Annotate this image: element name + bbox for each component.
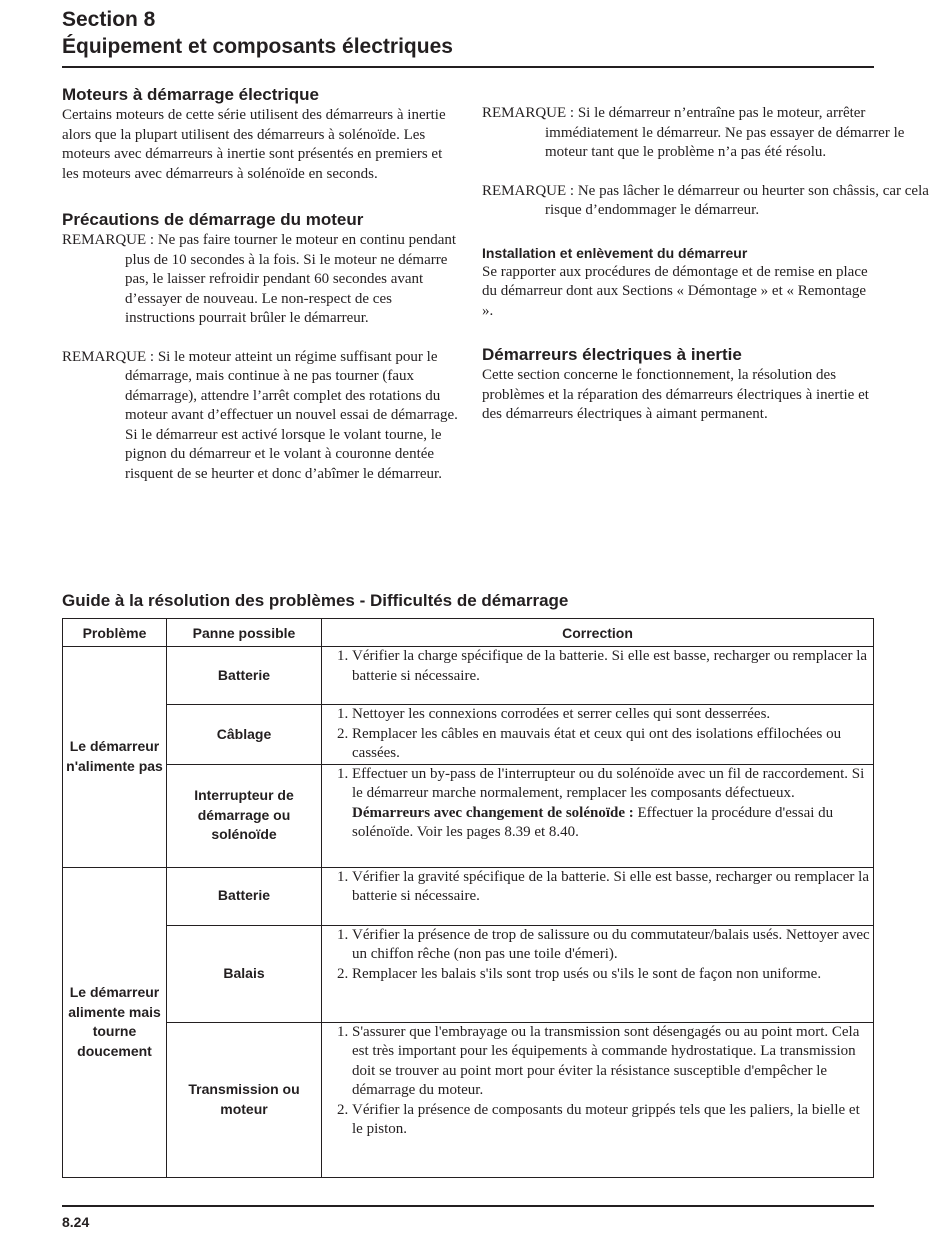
table-row	[63, 764, 874, 867]
correction-cell	[322, 1022, 874, 1177]
column-header-correction: Correction	[322, 619, 874, 647]
table-row	[63, 1022, 874, 1177]
problem-cell: Le démarreur n'alimente pas	[63, 647, 167, 868]
header-rule	[62, 66, 874, 68]
heading-inertie: Démarreurs électriques à inertie	[482, 345, 742, 364]
correction-item: 2. Vérifier la présence de composants du moteur grippés tels que les paliers, la bielle et le piston.	[352, 1101, 873, 1140]
cause-cell: Interrupteur de démarrage ou solénoïde	[167, 764, 322, 867]
column-header-probleme: Problème	[63, 619, 167, 647]
cause-cell: Batterie	[167, 867, 322, 925]
correction-text: Effectuer un by-pass de l'interrupteur ou du solénoïde avec un fil de raccordement. Si le démarreur marche normalement, remplacer les composants défectueux.	[352, 765, 865, 801]
cause-cell: Balais	[167, 925, 322, 1022]
heading-installation: Installation et enlèvement du démarreur	[482, 244, 748, 261]
troubleshooting-table	[62, 618, 874, 1178]
column-header-panne: Panne possible	[167, 619, 322, 647]
correction-item: 1. Nettoyer les connexions corrodées et serrer celles qui sont desserrées.	[352, 705, 873, 725]
paragraph-inertie: Cette section concerne le fonctionnement, la résolution des problèmes et la réparation des démarreurs électriques à inertie et des démarreurs électriques à aimant permanent.	[482, 367, 869, 422]
paragraph-installation: Se rapporter aux procédures de démontage et de remise en place du démarreur dont aux Sections « Démontage » et « Remontage ».	[482, 263, 868, 319]
page-header	[62, 6, 874, 60]
table-row	[63, 925, 874, 1022]
note-chassis: REMARQUE : Ne pas lâcher le démarreur ou heurter son châssis, car cela risque d’endommager le démarreur.	[482, 182, 929, 218]
correction-cell	[322, 647, 874, 705]
paragraph-moteurs: Certains moteurs de cette série utilisent des démarreurs à inertie alors que la plupart utilisent des démarreurs à solénoïde. Les moteurs avec démarreurs à inertie sont présentés en premiers et les moteurs avec démarreurs à solénoïde en seconds.	[62, 107, 446, 182]
solenoid-text: Effectuer la procédure d'essai du solénoïde. Voir les pages 8.39 et 8.40.	[352, 804, 834, 840]
footer-rule	[62, 1205, 874, 1207]
page-number: 8.24	[62, 1214, 90, 1230]
correction-item: 2. Remplacer les balais s'ils sont trop usés ou s'ils le sont de façon non uniforme.	[352, 965, 873, 985]
cause-cell: Transmission ou moteur	[167, 1022, 322, 1177]
heading-moteurs: Moteurs à démarrage électrique	[62, 85, 319, 104]
table-row	[63, 867, 874, 925]
note-entraine: REMARQUE : Si le démarreur n’entraîne pas le moteur, arrêter immédiatement le démarreur. Ne pas essayer de démarrer le moteur tant que le problème n’a pas été résolu.	[482, 105, 905, 160]
correction-item: 1. S'assurer que l'embrayage ou la transmission sont désengagés ou au point mort. Cela est très important pour les équipements à commande hydrostatique. La transmission doit se trouver au point mort pour éviter la résistance susceptible d'empêcher le démarrage du moteur.	[352, 1023, 873, 1101]
note-faux-demarrage: REMARQUE : Si le moteur atteint un régime suffisant pour le démarrage, mais continue à ne pas tourner (faux démarrage), attendre l’arrêt complet des rotations du moteur avant d’effectuer un nouvel essai de démarrage. Si le démarreur est activé lorsque le volant tourne, le pignon du démarreur et le volant à couronne dentée risquent de se heurter et donc d’abîmer le démarreur.	[62, 348, 458, 482]
table-header-row	[63, 619, 874, 647]
left-column	[62, 84, 462, 484]
guide-title: Guide à la résolution des problèmes - Difficultés de démarrage	[62, 591, 569, 610]
correction-cell	[322, 925, 874, 1022]
right-column	[482, 84, 929, 425]
correction-item: 1. Vérifier la charge spécifique de la batterie. Si elle est basse, recharger ou remplacer la batterie si nécessaire.	[352, 647, 873, 686]
section-title: Équipement et composants électriques	[62, 35, 453, 58]
problem-cell: Le démarreur alimente mais tourne doucement	[63, 867, 167, 1177]
table-row	[63, 705, 874, 765]
correction-cell	[322, 764, 874, 867]
section-number: Section 8	[62, 8, 156, 31]
correction-item: 2. Remplacer les câbles en mauvais état et ceux qui ont des isolations effilochées ou cassées.	[352, 725, 873, 764]
correction-cell	[322, 705, 874, 765]
correction-item: 1. Vérifier la gravité spécifique de la batterie. Si elle est basse, recharger ou remplacer la batterie si nécessaire.	[352, 868, 873, 907]
table-row	[63, 647, 874, 705]
correction-item	[352, 765, 873, 843]
correction-item: 1. Vérifier la présence de trop de salissure ou du commutateur/balais usés. Nettoyer avec un chiffon rêche (non pas une toile d'émeri).	[352, 926, 873, 965]
correction-cell	[322, 867, 874, 925]
solenoid-bold-label: Démarreurs avec changement de solénoïde :	[352, 804, 634, 821]
heading-precautions: Précautions de démarrage du moteur	[62, 210, 364, 229]
cause-cell: Câblage	[167, 705, 322, 765]
note-continu: REMARQUE : Ne pas faire tourner le moteur en continu pendant plus de 10 secondes à la fois. Si le moteur ne démarre pas, le laisser refroidir pendant 60 secondes avant d’essayer de nouveau. Le non-respect de ces instructions pourrait brûler le démarreur.	[62, 232, 457, 326]
cause-cell: Batterie	[167, 647, 322, 705]
